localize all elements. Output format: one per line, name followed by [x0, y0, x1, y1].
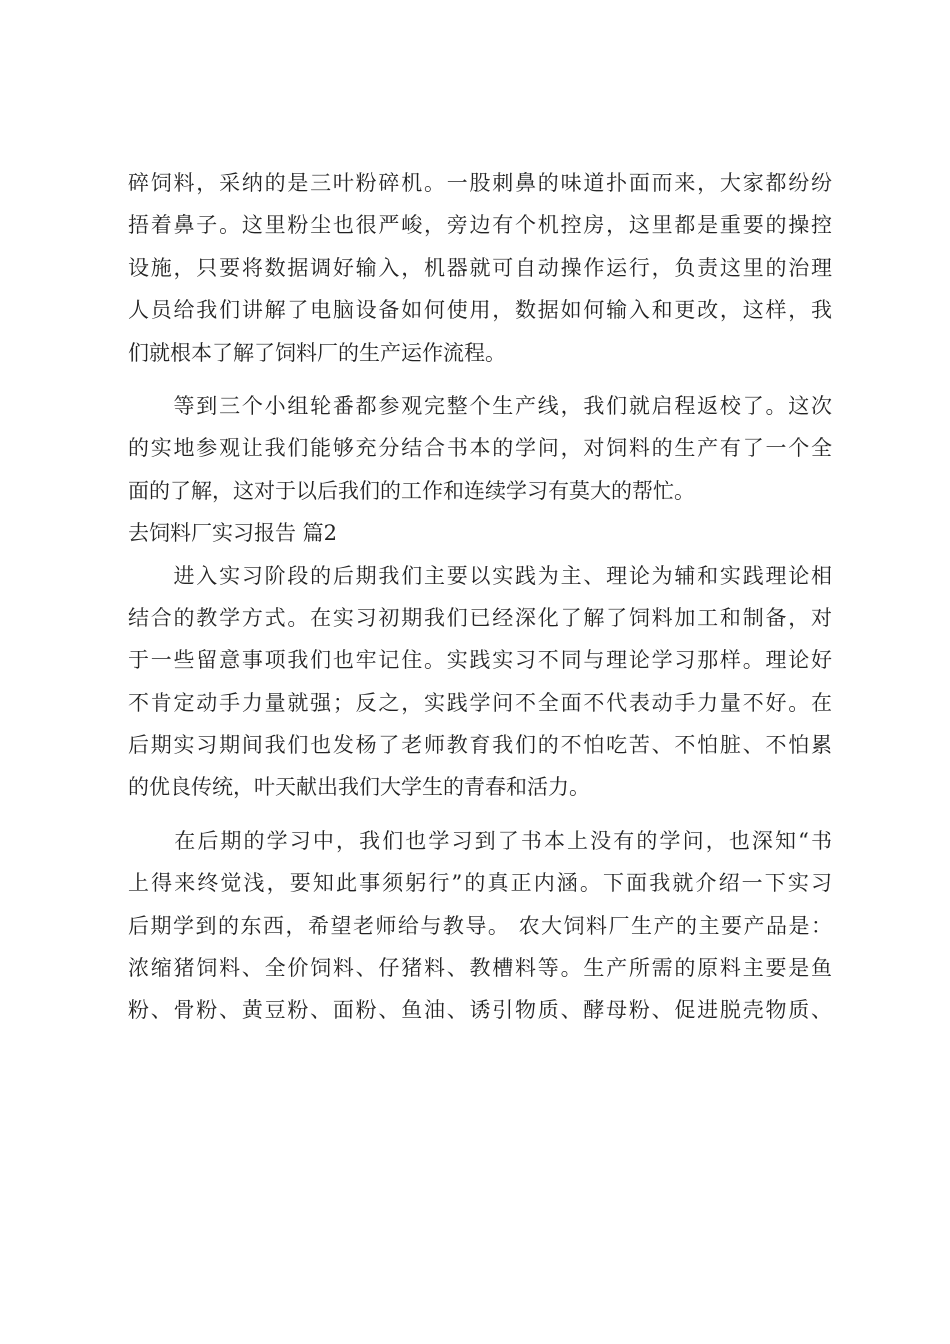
text-line: 捂着鼻子。这里粉尘也很严峻，旁边有个机控房，这里都是重要的操控 — [128, 213, 832, 238]
paragraph-gap — [128, 374, 832, 385]
paragraph-2 — [128, 385, 832, 512]
text-line: 的优良传统，叶天献出我们大学生的青春和活力。 — [128, 775, 590, 800]
text-line: 结合的教学方式。在实习初期我们已经深化了解了饲料加工和制备，对 — [128, 605, 832, 630]
text-line: 设施，只要将数据调好输入，机器就可自动操作运行，负责这里的治理 — [128, 255, 832, 280]
text-line: 们就根本了解了饲料厂的生产运作流程。 — [128, 340, 506, 365]
text-line: 后期学到的东西，希望老师给与教导。 农大饲料厂生产的主要产品是： — [128, 913, 832, 938]
paragraph-4 — [128, 820, 832, 1032]
text-line: 面的了解，这对于以后我们的工作和连续学习有莫大的帮忙。 — [128, 478, 695, 503]
text-line: 的实地参观让我们能够充分结合书本的学问，对饲料的生产有了一个全 — [128, 436, 832, 461]
text-line: 人员给我们讲解了电脑设备如何使用，数据如何输入和更改，这样，我 — [128, 298, 832, 323]
text-line: 碎饲料，采纳的是三叶粉碎机。一股刺鼻的味道扑面而来，大家都纷纷 — [128, 171, 832, 195]
section-heading: 去饲料厂实习报告 篇2 — [128, 521, 338, 546]
text-line: 浓缩猪饲料、全价饲料、仔猪料、教槽料等。生产所需的原料主要是鱼 — [128, 956, 832, 981]
document-page — [128, 162, 832, 1032]
text-line: 于一些留意事项我们也牢记住。实践实习不同与理论学习那样。理论好 — [128, 648, 832, 673]
text-line: 等到三个小组轮番都参观完整个生产线，我们就启程返校了。这次 — [128, 393, 832, 418]
text-line: 不肯定动手力量就强；反之，实践学问不全面不代表动手力量不好。在 — [128, 690, 832, 715]
text-line: 粉、骨粉、黄豆粉、面粉、鱼油、诱引物质、酵母粉、促进脱壳物质、 — [128, 998, 832, 1023]
paragraph-gap — [128, 809, 832, 820]
paragraph-1 — [128, 162, 832, 374]
text-line: 后期实习期间我们也发杨了老师教育我们的不怕吃苦、不怕脏、不怕累 — [128, 733, 832, 758]
paragraph-3 — [128, 555, 832, 809]
text-line: 进入实习阶段的后期我们主要以实践为主、理论为辅和实践理论相 — [128, 563, 832, 588]
text-line: 在后期的学习中，我们也学习到了书本上没有的学问，也深知“书 — [128, 828, 832, 853]
text-line: 上得来终觉浅，要知此事须躬行”的真正内涵。下面我就介绍一下实习 — [128, 871, 832, 896]
